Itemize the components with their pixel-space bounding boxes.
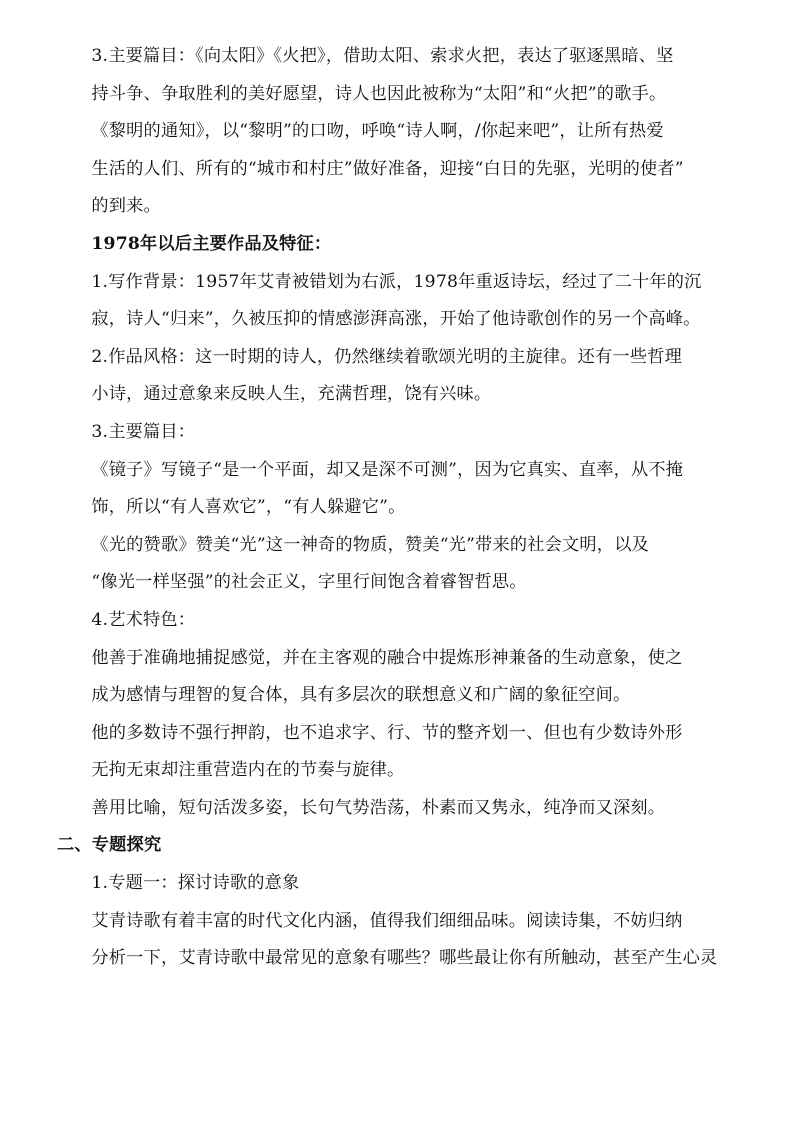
section-heading-topic-study: 二、专题探究 bbox=[57, 835, 162, 856]
paragraph-style: 2.作品风格：这一时期的诗人，仍然继续着歌颂光明的主旋律。还有一些哲理 小诗，通过意象来反映人生，充满哲理，饶有兴味。 bbox=[91, 346, 682, 405]
section-title-after-1978: 1978年以后主要作品及特征： bbox=[91, 233, 332, 254]
paragraph-main-works-2: 3.主要篇目： bbox=[91, 421, 196, 442]
paragraph-imagery: 他善于准确地捕捉感觉，并在主客观的融合中提炼形神兼备的生动意象，使之 成为感情与理智的复合体，具有多层次的联想意义和广阔的象征空间。 bbox=[91, 647, 683, 706]
paragraph-mirror: 《镜子》写镜子“是一个平面，却又是深不可测”，因为它真实、直率，从不掩 饰，所以“有人喜欢它”，“有人躲避它”。 bbox=[91, 459, 684, 518]
paragraph-topic-one-body: 艾青诗歌有着丰富的时代文化内涵，值得我们细细品味。阅读诗集，不妨归纳 分析一下，艾青诗歌中最常见的意象有哪些？哪些最让你有所触动，甚至产生心灵 bbox=[91, 910, 718, 969]
paragraph-ode-to-light: 《光的赞歌》赞美“光”这一神奇的物质，赞美“光”带来的社会文明，以及 “像光一样坚强”的社会正义，字里行间饱含着睿智哲思。 bbox=[91, 534, 649, 593]
paragraph-background: 1.写作背景：1957年艾青被错划为右派，1978年重返诗坛，经过了二十年的沉 寂，诗人“归来”，久被压抑的情感澎湃高涨，开始了他诗歌创作的另一个高峰。 bbox=[91, 271, 702, 330]
paragraph-dawn-notice: 《黎明的通知》，以“黎明”的口吻，呼唤“诗人啊，/你起来吧”，让所有热爱 生活的人们、所有的“城市和村庄”做好准备，迎接“白日的先驱，光明的使者” 的到来。 bbox=[91, 121, 684, 217]
paragraph-metaphor: 善用比喻，短句活泼多姿，长句气势浩荡，朴素而又隽永，纯净而又深刻。 bbox=[91, 797, 666, 818]
paragraph-art-features: 4.艺术特色： bbox=[91, 609, 196, 630]
paragraph-rhyme: 他的多数诗不强行押韵，也不追求字、行、节的整齐划一、但也有少数诗外形 无拘无束却注重营造内在的节奏与旋律。 bbox=[91, 722, 683, 781]
document-body bbox=[57, 38, 747, 978]
paragraph-main-works-1: 3.主要篇目：《向太阳》《火把》，借助太阳、索求火把，表达了驱逐黑暗、坚 持斗争、争取胜利的美好愿望，诗人也因此被称为“太阳”和“火把”的歌手。 bbox=[91, 46, 674, 104]
paragraph-topic-one: 1.专题一：探讨诗歌的意象 bbox=[91, 873, 300, 894]
